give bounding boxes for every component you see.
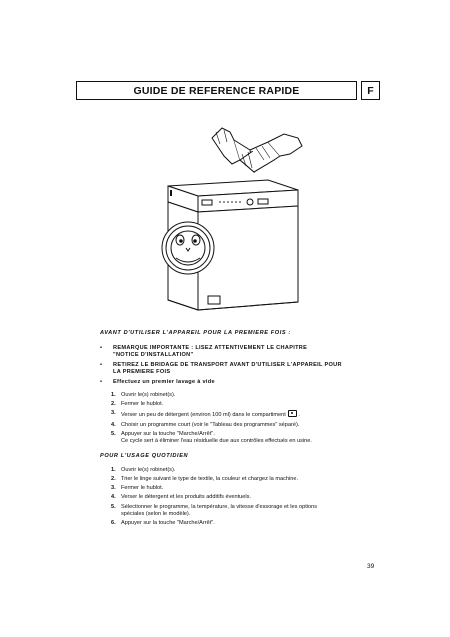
- bullet-icon: •: [100, 379, 103, 385]
- list-item: • REMARQUE IMPORTANTE : LISEZ ATTENTIVEMENT LE CHAPITRE "NOTICE D'INSTALLATION": [100, 345, 308, 358]
- page-title: GUIDE DE REFERENCE RAPIDE: [76, 81, 357, 100]
- washing-machine-with-manual-icon: [150, 120, 320, 325]
- list-item: 1. Ouvrir le(s) robinet(s).: [111, 392, 176, 398]
- list-item: 6. Appuyer sur la touche "Marche/Arrêt".: [111, 519, 215, 526]
- first-use-steps: [100, 392, 390, 445]
- list-item: • RETIREZ LE BRIDAGE DE TRANSPORT AVANT D'UTILISER L'APPAREIL POUR LA PREMIERE FOIS: [100, 362, 342, 375]
- list-item: 3. Verser un peu de détergent (environ 100 ml) dans le compartiment .: [111, 410, 300, 419]
- bullet-icon: •: [100, 362, 103, 368]
- list-item: 2. Trier le linge suivant le type de textile, la couleur et chargez la machine.: [111, 475, 299, 482]
- page-header: [76, 81, 378, 100]
- list-item: 3. Fermer le hublot.: [111, 485, 164, 492]
- instructions: [100, 330, 390, 529]
- important-notes: [100, 345, 390, 386]
- page-number: 39: [367, 563, 375, 570]
- list-item: 4. Verser le détergent et les produits additifs éventuels.: [111, 494, 251, 501]
- daily-use-steps: [100, 467, 390, 527]
- list-item: • Effectuez un premier lavage à vide: [100, 379, 215, 385]
- language-badge: F: [361, 81, 380, 100]
- list-item: 5. Appuyer sur la touche "Marche/Arrêt". Ce cycle sert à éliminer l'eau résiduelle due aux contrôles effectués en usine.: [111, 430, 312, 444]
- section-heading-first-use: AVANT D'UTILISER L'APPAREIL POUR LA PREMIERE FOIS :: [100, 330, 291, 336]
- list-item: 2. Fermer le hublot.: [111, 401, 164, 408]
- list-item: 1. Ouvrir le(s) robinet(s).: [111, 466, 176, 473]
- bullet-icon: •: [100, 345, 103, 351]
- detergent-drawer-icon: [288, 410, 297, 417]
- section-heading-daily-use: POUR L'USAGE QUOTIDIEN: [100, 452, 189, 459]
- list-item: 4. Choisir un programme court (voir le "Tableau des programmes" séparé).: [111, 421, 300, 428]
- list-item: 5. Sélectionner le programme, la température, la vitesse d'essorage et les options spéciales (selon le modèle).: [111, 503, 318, 517]
